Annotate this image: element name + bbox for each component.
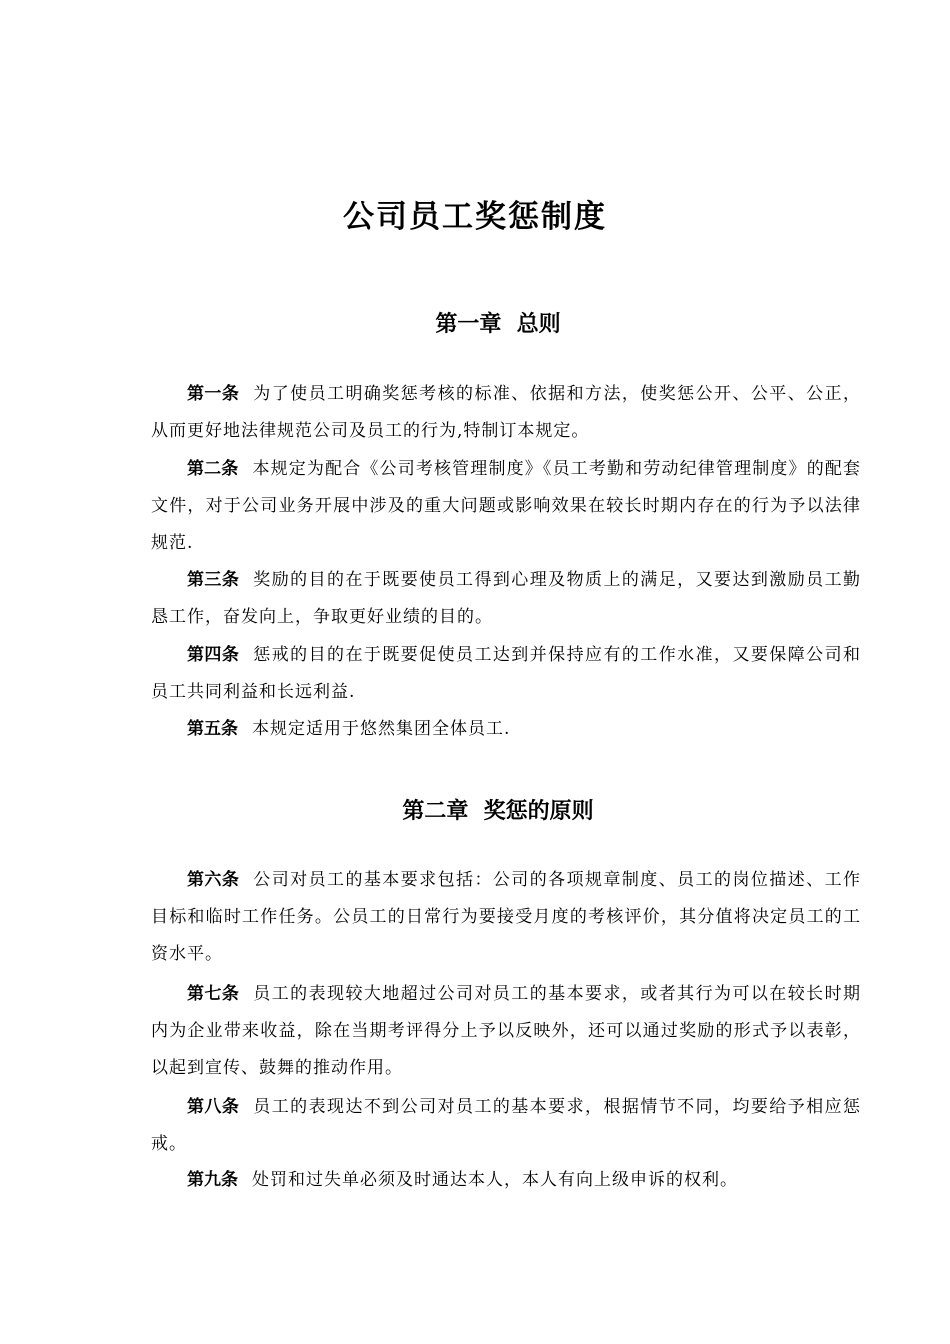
article-text: 本规定为配合《公司考核管理制度》《员工考勤和劳动纪律管理制度》的配套文件，对于公司业务开展中涉及的重大问题或影响效果在较长时期内存在的行为予以法律规范.	[151, 459, 862, 553]
article-paragraph	[151, 376, 861, 450]
article-text: 公司对员工的基本要求包括：公司的各项规章制度、员工的岗位描述、工作目标和临时工作任务。公员工的日常行为要接受月度的考核评价，其分值将决定员工的工资水平。	[151, 870, 862, 964]
article-number: 第九条	[187, 1170, 238, 1190]
article-text: 奖励的目的在于既要使员工得到心理及物质上的满足，又要达到激励员工勤恳工作，奋发向上，争取更好业绩的目的。	[151, 570, 862, 627]
article-number: 第八条	[187, 1097, 240, 1117]
article-text: 员工的表现较大地超过公司对员工的基本要求，或者其行为可以在较长时期内为企业带来收益，除在当期考评得分上予以反映外，还可以通过奖励的形式予以表彰，以起到宣传、鼓舞的推动作用。	[151, 984, 862, 1078]
article-text: 本规定适用于悠然集团全体员工.	[252, 719, 511, 739]
article-paragraph	[151, 711, 861, 748]
article-paragraph	[151, 976, 861, 1087]
article-text: 处罚和过失单必须及时通达本人，本人有向上级申诉的权利。	[252, 1170, 738, 1190]
article-paragraph	[151, 862, 861, 973]
article-text: 为了使员工明确奖惩考核的标准、依据和方法，使奖惩公开、公平、公正，从而更好地法律规范公司及员工的行为,特制订本规定。	[151, 384, 862, 441]
document-title: 公司员工奖惩制度	[343, 199, 607, 235]
article-number: 第三条	[187, 570, 240, 590]
article-paragraph	[151, 1089, 861, 1163]
article-number: 第六条	[187, 870, 240, 890]
article-text: 员工的表现达不到公司对员工的基本要求，根据情节不同，均要给予相应惩戒。	[151, 1097, 862, 1154]
article-number: 第四条	[187, 645, 240, 665]
article-paragraph	[151, 637, 861, 711]
article-number: 第七条	[187, 984, 240, 1004]
article-paragraph	[151, 1162, 861, 1199]
chapter-heading: 第一章 总则	[435, 312, 561, 337]
article-number: 第五条	[187, 719, 238, 739]
article-paragraph	[151, 562, 861, 636]
article-paragraph	[151, 451, 861, 562]
article-number: 第一条	[187, 384, 240, 404]
article-text: 惩戒的目的在于既要促使员工达到并保持应有的工作水准，又要保障公司和员工共同利益和长远利益.	[151, 645, 862, 702]
article-number: 第二条	[187, 459, 239, 479]
chapter-heading: 第二章 奖惩的原则	[402, 799, 594, 824]
